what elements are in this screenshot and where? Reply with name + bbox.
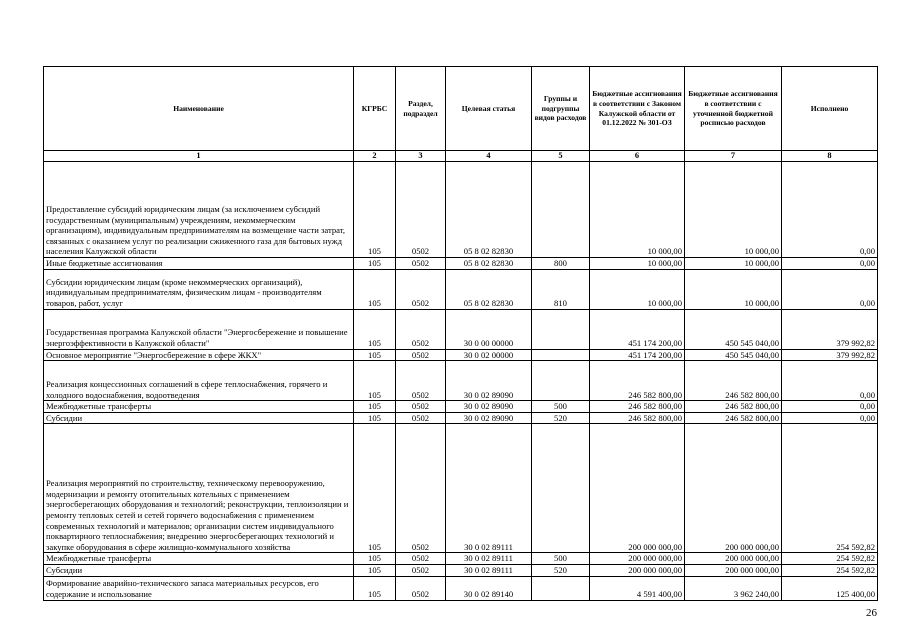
- row-group: [532, 349, 590, 361]
- row-kgrbs: 105: [354, 553, 396, 565]
- header-section: Раздел, подраздел: [396, 67, 446, 151]
- row-section: 0502: [396, 258, 446, 270]
- row-name: Субсидии: [44, 412, 354, 424]
- row-executed: 0,00: [782, 162, 878, 258]
- row-law: 10 000,00: [590, 269, 685, 309]
- row-name: Формирование аварийно-технического запаса материальных ресурсов, его содержание и использование: [44, 576, 354, 600]
- column-number: 1: [44, 151, 354, 162]
- page-number: 26: [866, 607, 877, 619]
- row-executed: 125 400,00: [782, 576, 878, 600]
- row-section: 0502: [396, 162, 446, 258]
- row-kgrbs: 105: [354, 564, 396, 576]
- row-kgrbs: 105: [354, 361, 396, 401]
- row-name: Субсидии юридическим лицам (кроме некоммерческих организаций), индивидуальным предпринимателям, физическим лицам - производителям товаров, работ, услуг: [44, 269, 354, 309]
- table-row: [44, 401, 878, 413]
- header-name: Наименование: [44, 67, 354, 151]
- row-name: Иные бюджетные ассигнования: [44, 258, 354, 270]
- row-target: 05 8 02 82830: [446, 269, 532, 309]
- row-executed: 254 592,82: [782, 424, 878, 553]
- row-executed: 254 592,82: [782, 553, 878, 565]
- column-number: 3: [396, 151, 446, 162]
- column-number: 8: [782, 151, 878, 162]
- row-kgrbs: 105: [354, 258, 396, 270]
- row-group: 810: [532, 269, 590, 309]
- row-section: 0502: [396, 576, 446, 600]
- row-executed: 0,00: [782, 269, 878, 309]
- row-target: 30 0 02 89111: [446, 553, 532, 565]
- row-target: 30 0 02 89090: [446, 401, 532, 413]
- row-group: [532, 424, 590, 553]
- row-kgrbs: 105: [354, 162, 396, 258]
- row-refined: 3 962 240,00: [685, 576, 782, 600]
- row-section: 0502: [396, 401, 446, 413]
- row-executed: 0,00: [782, 412, 878, 424]
- row-law: 246 582 800,00: [590, 412, 685, 424]
- row-name: Предоставление субсидий юридическим лицам (за исключением субсидий государственным (муниципальным) учреждениям, некоммерческим организациям), индивидуальным предпринимателям на возмещение части затрат, связанных с оказанием услуг по реализации сжиженного газа для бытовых нужд населения Калужской области: [44, 162, 354, 258]
- row-group: [532, 576, 590, 600]
- row-kgrbs: 105: [354, 309, 396, 349]
- column-number: 5: [532, 151, 590, 162]
- row-name: Государственная программа Калужской области "Энергосбережение и повышение энергоэффективности в Калужской области": [44, 309, 354, 349]
- header-kgrbs: КГРБС: [354, 67, 396, 151]
- row-refined: 246 582 800,00: [685, 412, 782, 424]
- row-name: Основное мероприятие "Энергосбережение в сфере ЖКХ": [44, 349, 354, 361]
- header-executed: Исполнено: [782, 67, 878, 151]
- row-refined: 450 545 040,00: [685, 349, 782, 361]
- header-law: Бюджетные ассигнования в соответствии с Законом Калужской области от 01.12.2022 № 301-ОЗ: [590, 67, 685, 151]
- row-group: 500: [532, 553, 590, 565]
- row-refined: 200 000 000,00: [685, 553, 782, 565]
- table-row: [44, 349, 878, 361]
- row-law: 10 000,00: [590, 258, 685, 270]
- header-row: [44, 67, 878, 151]
- row-law: 246 582 800,00: [590, 401, 685, 413]
- row-target: 05 8 02 82830: [446, 162, 532, 258]
- header-refined: Бюджетные ассигнования в соответствии с уточненной бюджетной росписью расходов: [685, 67, 782, 151]
- row-section: 0502: [396, 361, 446, 401]
- row-refined: 10 000,00: [685, 269, 782, 309]
- row-group: [532, 361, 590, 401]
- row-section: 0502: [396, 269, 446, 309]
- header-target: Целевая статья: [446, 67, 532, 151]
- column-number: 4: [446, 151, 532, 162]
- row-refined: 10 000,00: [685, 162, 782, 258]
- row-law: 10 000,00: [590, 162, 685, 258]
- row-law: 4 591 400,00: [590, 576, 685, 600]
- column-number-row: [44, 151, 878, 162]
- row-group: [532, 309, 590, 349]
- row-section: 0502: [396, 553, 446, 565]
- row-section: 0502: [396, 424, 446, 553]
- row-refined: 200 000 000,00: [685, 564, 782, 576]
- table-row: [44, 564, 878, 576]
- column-number: 6: [590, 151, 685, 162]
- table-row: [44, 269, 878, 309]
- row-section: 0502: [396, 564, 446, 576]
- table-row: [44, 553, 878, 565]
- row-kgrbs: 105: [354, 412, 396, 424]
- row-executed: 254 592,82: [782, 564, 878, 576]
- row-group: 500: [532, 401, 590, 413]
- row-executed: 0,00: [782, 361, 878, 401]
- row-name: Межбюджетные трансферты: [44, 553, 354, 565]
- row-target: 30 0 02 89090: [446, 412, 532, 424]
- column-number: 7: [685, 151, 782, 162]
- table-row: [44, 258, 878, 270]
- row-section: 0502: [396, 349, 446, 361]
- row-law: 451 174 200,00: [590, 309, 685, 349]
- row-law: 200 000 000,00: [590, 424, 685, 553]
- row-kgrbs: 105: [354, 424, 396, 553]
- row-executed: 379 992,82: [782, 349, 878, 361]
- row-target: 30 0 00 00000: [446, 309, 532, 349]
- table-row: [44, 361, 878, 401]
- row-refined: 200 000 000,00: [685, 424, 782, 553]
- column-number: 2: [354, 151, 396, 162]
- row-target: 30 0 02 89140: [446, 576, 532, 600]
- row-target: 30 0 02 89090: [446, 361, 532, 401]
- row-kgrbs: 105: [354, 401, 396, 413]
- row-target: 30 0 02 00000: [446, 349, 532, 361]
- budget-table: [43, 66, 878, 601]
- row-law: 200 000 000,00: [590, 564, 685, 576]
- row-executed: 0,00: [782, 401, 878, 413]
- row-section: 0502: [396, 412, 446, 424]
- row-kgrbs: 105: [354, 576, 396, 600]
- row-group: 800: [532, 258, 590, 270]
- row-law: 451 174 200,00: [590, 349, 685, 361]
- table-row: [44, 576, 878, 600]
- header-groups: Группы и подгруппы видов расходов: [532, 67, 590, 151]
- row-law: 246 582 800,00: [590, 361, 685, 401]
- row-name: Субсидии: [44, 564, 354, 576]
- row-name: Реализация мероприятий по строительству, техническому перевооружению, модернизации и ремонту отопительных котельных с применением энергосберегающих оборудования и технологий; реконструкции, теплоизоляции и ремонту тепловых сетей и сетей горячего водоснабжения с применением современных технологий и материалов; организации систем индивидуального поквартирного теплоснабжения; внедрению энергосберегающих технологий и закупке оборудования в сфере жилищно-коммунального хозяйства: [44, 424, 354, 553]
- row-refined: 246 582 800,00: [685, 361, 782, 401]
- row-name: Реализация концессионных соглашений в сфере теплоснабжения, горячего и холодного водоснабжения, водоотведения: [44, 361, 354, 401]
- row-group: 520: [532, 412, 590, 424]
- table-row: [44, 412, 878, 424]
- row-kgrbs: 105: [354, 269, 396, 309]
- row-kgrbs: 105: [354, 349, 396, 361]
- row-executed: 0,00: [782, 258, 878, 270]
- table-row: [44, 162, 878, 258]
- row-refined: 450 545 040,00: [685, 309, 782, 349]
- row-refined: 246 582 800,00: [685, 401, 782, 413]
- row-group: 520: [532, 564, 590, 576]
- row-name: Межбюджетные трансферты: [44, 401, 354, 413]
- row-target: 30 0 02 89111: [446, 564, 532, 576]
- row-group: [532, 162, 590, 258]
- row-target: 30 0 02 89111: [446, 424, 532, 553]
- table-row: [44, 309, 878, 349]
- table-row: [44, 424, 878, 553]
- row-refined: 10 000,00: [685, 258, 782, 270]
- row-target: 05 8 02 82830: [446, 258, 532, 270]
- row-executed: 379 992,82: [782, 309, 878, 349]
- row-law: 200 000 000,00: [590, 553, 685, 565]
- row-section: 0502: [396, 309, 446, 349]
